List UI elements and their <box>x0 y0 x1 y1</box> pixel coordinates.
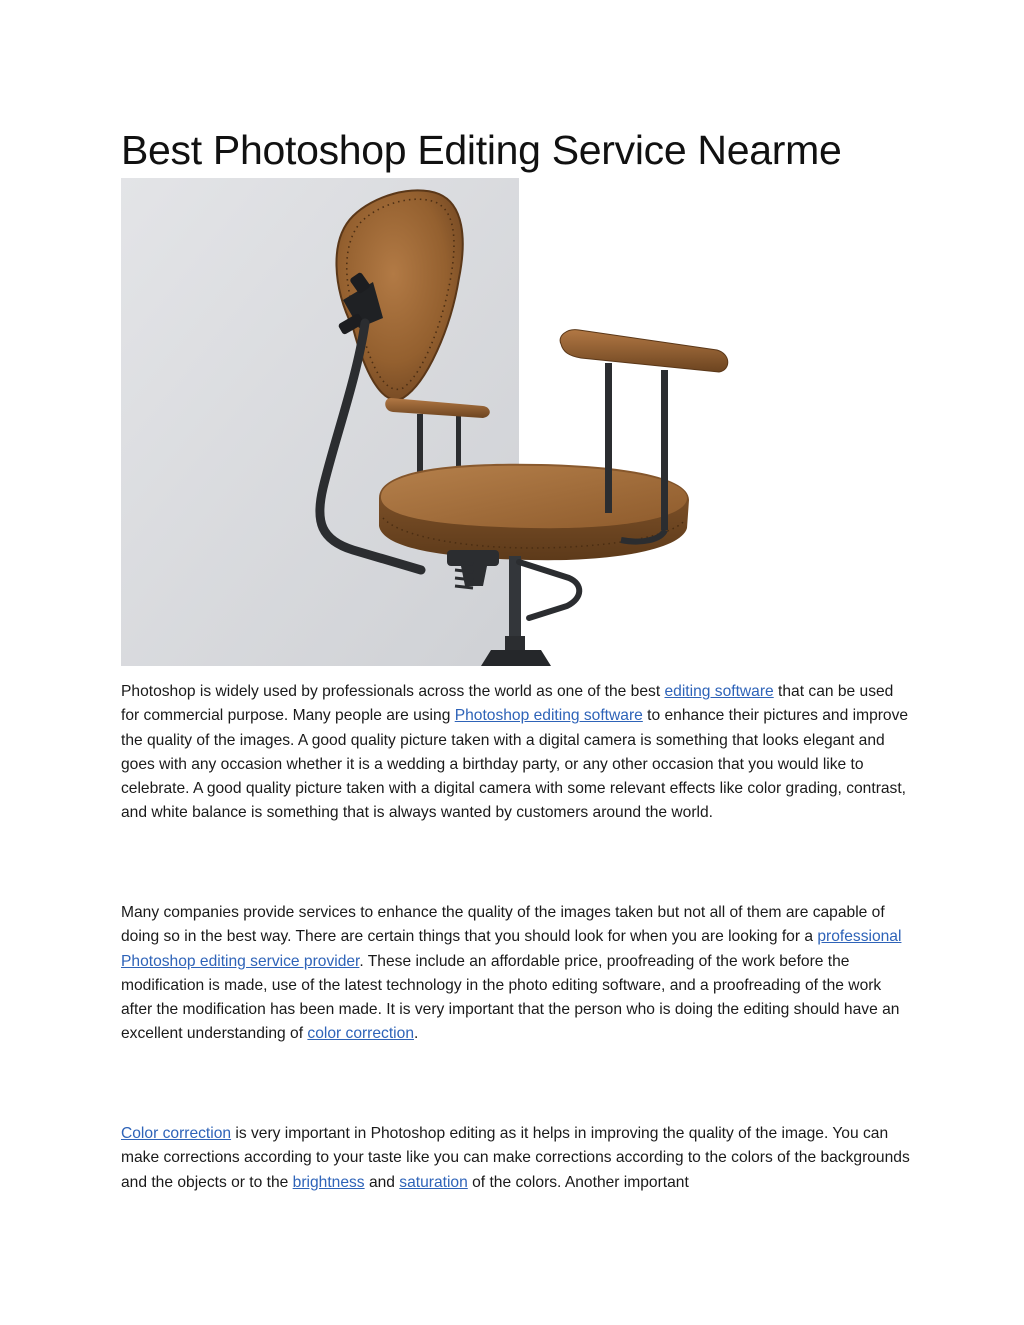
chair-seat <box>381 466 687 529</box>
link-brightness[interactable]: brightness <box>292 1173 365 1191</box>
page-title: Best Photoshop Editing Service Nearme <box>121 127 842 173</box>
link-photoshop-editing-software[interactable]: Photoshop editing software <box>454 707 643 725</box>
link-color-correction[interactable]: color correction <box>307 1025 414 1043</box>
hero-image <box>121 178 730 666</box>
link-saturation[interactable]: saturation <box>399 1173 468 1191</box>
link-professional-service-provider[interactable]: professional Photoshop editing service provider <box>121 928 902 970</box>
paragraph-color-correction: Color correction is very important in Photoshop editing as it helps in improving the quality of the image. You can make corrections according to your taste like you can make corrections according to the colors of the backgrounds and the objects or to the brightness and saturation of the colors. Another important <box>121 1125 910 1191</box>
paragraph-intro: Photoshop is widely used by professionals across the world as one of the best editing software that can be used for commercial purpose. Many people are using Photoshop editing software to enhance their pictures and improve the quality of the images. A good quality picture taken with a digital camera is something that looks elegant and goes with any occasion whether it is a wedding a birthday party, or any other occasion that you would like to celebrate. A good quality picture taken with a digital camera with some relevant effects like color grading, contrast, and white balance is something that is always wanted by customers around the world. <box>121 683 909 822</box>
link-editing-software[interactable]: editing software <box>664 683 774 700</box>
link-color-correction-start[interactable]: Color correction <box>121 1125 232 1142</box>
image-background-right <box>519 178 730 666</box>
paragraph-companies: Many companies provide services to enhance the quality of the images taken but not all of them are capable of doing so in the best way. There are certain things that you should look for when you are looking for a professional Photoshop editing service provider. These include an affordable price, proofreading of the work before the modification is made, use of the latest technology in the photo editing software, and a proofreading of the work after the modification has been made. It is very important that the person who is doing the editing should have an excellent understanding of color correction. <box>121 904 902 1043</box>
